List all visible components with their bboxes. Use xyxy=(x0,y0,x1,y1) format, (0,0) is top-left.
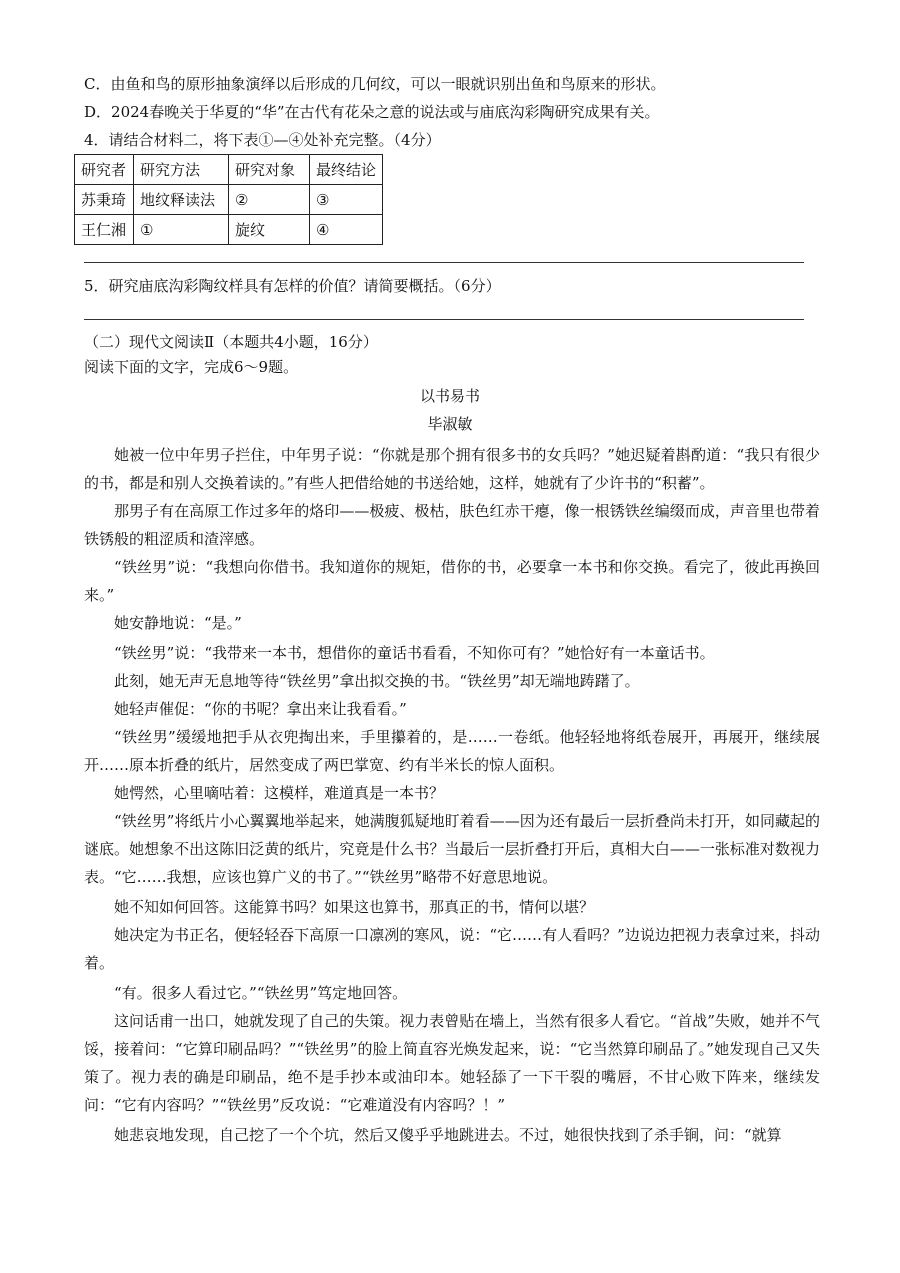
table-header-row xyxy=(75,155,383,185)
table-header-cell: 研究方法 xyxy=(134,155,229,185)
article-paragraph: 她决定为书正名，便轻轻吞下高原一口凛冽的寒风，说：“它……有人看吗？”边说边把视力表拿过来，抖动着。 xyxy=(84,926,820,972)
answer-line xyxy=(84,262,804,263)
table-cell: 苏秉琦 xyxy=(75,185,134,215)
table-header-cell: 最终结论 xyxy=(310,155,383,185)
table-header-cell: 研究者 xyxy=(75,155,134,185)
article-paragraph: 她悲哀地发现，自己挖了一个个坑，然后又傻乎乎地跳进去。不过，她很快找到了杀手锏，问：“就算 xyxy=(114,1126,782,1144)
section-heading: （二）现代文阅读Ⅱ（本题共4小题，16分） xyxy=(84,333,378,351)
article-paragraph: 这问话甫一出口，她就发现了自己的失策。视力表曾贴在墙上，当然有很多人看它。“首战”失败，她并不气馁，接着问：“它算印刷品吗？”“铁丝男”的脸上简直容光焕发起来，说：“它当然算印刷品了。”她发现自己又失策了。视力表的确是印刷品，绝不是手抄本或油印本。她轻舔了一下干裂的嘴唇，不甘心败下阵来，继续发问：“它有内容吗？”“铁丝男”反攻说：“它难道没有内容吗？！” xyxy=(84,1012,820,1114)
question-5-prompt: 5．研究庙底沟彩陶纹样具有怎样的价值？请简要概括。（6分） xyxy=(84,277,501,295)
article-paragraph: 她愕然，心里嘀咕着：这模样，难道真是一本书？ xyxy=(114,784,445,802)
table-cell: 地纹释读法 xyxy=(134,185,229,215)
article-paragraph: 此刻，她无声无息地等待“铁丝男”拿出拟交换的书。“铁丝男”却无端地踌躇了。 xyxy=(114,672,640,690)
table-header-cell: 研究对象 xyxy=(229,155,310,185)
table-cell: ④ xyxy=(310,215,383,245)
article-paragraph: “有。很多人看过它。”“铁丝男”笃定地回答。 xyxy=(114,984,408,1002)
article-author: 毕淑敏 xyxy=(427,415,473,433)
article-paragraph: “铁丝男”缓缓地把手从衣兜掏出来，手里攥着的，是……一卷纸。他轻轻地将纸卷展开，再展开，继续展开……原本折叠的纸片，居然变成了两巴掌宽、约有半米长的惊人面积。 xyxy=(84,728,820,774)
table-cell: 王仁湘 xyxy=(75,215,134,245)
table-row xyxy=(75,215,383,245)
table-cell: 旋纹 xyxy=(229,215,310,245)
article-paragraph: 她轻声催促：“你的书呢？拿出来让我看看。” xyxy=(114,700,407,718)
table-cell: ① xyxy=(134,215,229,245)
article-paragraph: 她被一位中年男子拦住，中年男子说：“你就是那个拥有很多书的女兵吗？”她迟疑着斟酌道：“我只有很少的书，都是和别人交换着读的。”有些人把借给她的书送给她，这样，她就有了少许书的“积蓄”。 xyxy=(84,446,820,492)
section-instruction: 阅读下面的文字，完成6～9题。 xyxy=(84,358,299,376)
research-table xyxy=(74,154,383,245)
article-paragraph: “铁丝男”说：“我带来一本书，想借你的童话书看看，不知你可有？”她恰好有一本童话书。 xyxy=(114,644,715,662)
article-paragraph: 她不知如何回答。这能算书吗？如果这也算书，那真正的书，情何以堪？ xyxy=(114,898,595,916)
answer-line xyxy=(84,319,804,320)
option-d: D．2024春晚关于华夏的“华”在古代有花朵之意的说法或与庙底沟彩陶研究成果有关。 xyxy=(84,103,660,121)
table-cell: ② xyxy=(229,185,310,215)
article-paragraph: “铁丝男”说：“我想向你借书。我知道你的规矩，借你的书，必要拿一本书和你交换。看完了，彼此再换回来。” xyxy=(84,558,820,604)
table-row xyxy=(75,185,383,215)
article-paragraph: 她安静地说：“是。” xyxy=(114,614,242,632)
table-cell: ③ xyxy=(310,185,383,215)
question-4-prompt: 4．请结合材料二，将下表①—④处补充完整。（4分） xyxy=(84,131,441,149)
article-paragraph: “铁丝男”将纸片小心翼翼地举起来，她满腹狐疑地盯着看——因为还有最后一层折叠尚未打开，如同藏起的谜底。她想象不出这陈旧泛黄的纸片，究竟是什么书？当最后一层折叠打开后，真相大白——一张标准对数视力表。“它……我想，应该也算广义的书了。”“铁丝男”略带不好意思地说。 xyxy=(84,812,820,886)
article-paragraph: 那男子有在高原工作过多年的烙印——极疲、极枯，肤色红赤干瘪，像一根锈铁丝编缀而成，声音里也带着铁锈般的粗涩质和渣滓感。 xyxy=(84,502,820,548)
option-c: C．由鱼和鸟的原形抽象演绎以后形成的几何纹，可以一眼就识别出鱼和鸟原来的形状。 xyxy=(84,75,666,93)
article-title: 以书易书 xyxy=(419,387,480,405)
